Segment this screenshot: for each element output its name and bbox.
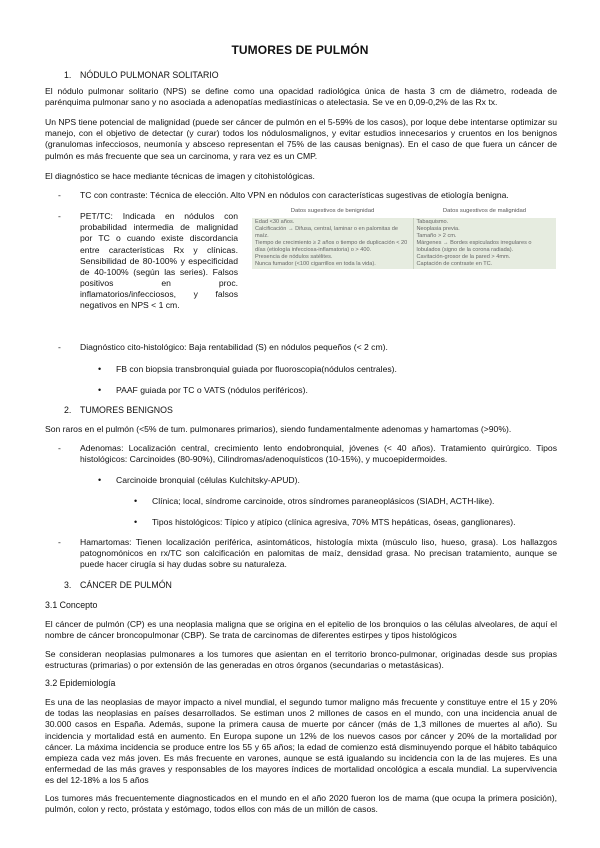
section-2-title: TUMORES BENIGNOS <box>80 405 173 415</box>
benign-item: Nunca fumador (<100 cigarrillos en toda la vida). <box>255 261 376 268</box>
benign-item: Presencia de nódulos satélites. <box>255 254 333 261</box>
benign-item: Edad <30 años. <box>255 219 295 226</box>
subsection-concepto: 3.1 Concepto <box>45 600 98 610</box>
malignancy-item: Cavitación-grosor de la pared > 4mm. <box>416 254 511 261</box>
bullet-adenomas: - Adenomas: Localización central, crecimiento lento endobronquial, jóvenes (< 40 años). Tratamiento quirúrgico. Tipos histológicos: Carcinoides (80-90%), Cilindromas/adenoquísticos (10-15%), y mucoepidermoides. <box>80 443 557 465</box>
document-title: TUMORES DE PULMÓN <box>231 43 369 57</box>
section-1-number: 1. <box>64 70 72 80</box>
malignancy-criteria-cell <box>413 218 556 269</box>
bullet-carcinoide: • Carcinoide bronquial (células Kulchitsky-APUD). <box>116 475 556 486</box>
bullet-tipos-histologicos: • Tipos histológicos: Típico y atípico (clínica agresiva, 70% MTS hepáticas, óseas, ganglionares). <box>152 517 557 528</box>
bullet-clinica: • Clínica; local, síndrome carcinoide, otros síndromes paraneoplásicos (SIADH, ACTH-like). <box>152 496 557 507</box>
paragraph-nps-definition: El nódulo pulmonar solitario (NPS) se define como una opacidad radiológica única de hasta 3 cm de diámetro, rodeada de parénquima pulmonar sano y no asociada a adenopatías mediastínicas o atelectasia. Se ve en 0,09-0,2% de las Rx tx. <box>45 86 557 108</box>
malignancy-item: Tamaño > 2 cm. <box>416 233 457 240</box>
paragraph-nps-malignancy: Un NPS tiene potencial de malignidad (puede ser cáncer de pulmón en el 5-59% de los casos), por loque debe intentarse optimizar su manejo, con el objetivo de detectar (y curar) todos los nódulosmalignos, y evitar estudios innecesarios y cruentos en los benignos (granulomas infecciosos, neumonía y absceso representan el 75% de las causas benignas). En el caso de que fuera un cáncer de pulmón es más frecuente que sea un carcinoma, y rara vez es un CMP. <box>45 117 557 161</box>
benign-header: Datos sugestivos de benignidad <box>252 206 413 218</box>
bullet-pet-tc: - PET/TC: Indicada en nódulos con probabilidad intermedia de malignidad por TC o cuando existe discordancia entre características Rx y clínicas. Sensibilidad de 80-100% y especificidad de 40-100% (según las series). Falsos positivos en proc. inflamatorios/infecciosos, y falsos negativos en NPS < 1 cm. <box>80 211 238 312</box>
section-2-number: 2. <box>64 405 72 415</box>
bullet-hamartomas: - Hamartomas: Tienen localización periférica, asintomáticos, histología mixta (músculo liso, hueso, grasa). Los hallazgos patognomónicos en rx/TC son calcificación en palomitas de maíz, densidad grasa. No precisan tratamiento, aunque se puede hacer cirugía si hay dudas sobre su naturaleza. <box>80 537 557 571</box>
bullet-paaf: • PAAF guiada por TC o VATS (nódulos periféricos). <box>116 385 556 396</box>
paragraph-neoplasias: Se consideran neoplasias pulmonares a los tumores que asientan en el territorio bronco-pulmonar, originadas desde sus propias estructuras (primarias) o por extensión de las generadas en otros órganos (secundarias o metastásicas). <box>45 649 557 671</box>
subsection-epidemiologia: 3.2 Epidemiología <box>45 678 116 688</box>
bullet-fb-biopsia: • FB con biopsia transbronquial guiada por fluoroscopia(nódulos centrales). <box>116 364 556 375</box>
section-3-title: CÁNCER DE PULMÓN <box>80 580 172 590</box>
malignancy-item: Márgenes → Bordes espiculados irregulares o lobulados (signo de la corona radiada). <box>416 240 532 254</box>
malignancy-header: Datos sugestivos de malignidad <box>413 206 556 218</box>
paragraph-concepto: El cáncer de pulmón (CP) es una neoplasia maligna que se origina en el epitelio de los bronquios o las células alveolares, de aquí el nombre de cáncer broncopulmonar (CBP). Se trata de carcinomas de diferentes estirpes y tipos histológicos <box>45 619 557 641</box>
benign-item: Tiempo de crecimiento ≥ 2 años o tiempo de duplicación < 20 días (etiología infecciosa-inflamatoria) o > 400. <box>255 240 408 254</box>
malignancy-item: Captación de contraste en TC. <box>416 261 493 268</box>
malignancy-item: Tabaquismo. <box>416 219 449 226</box>
section-1-title: NÓDULO PULMONAR SOLITARIO <box>80 70 219 80</box>
nodule-criteria-table <box>252 206 556 269</box>
malignancy-item: Neoplasia previa. <box>416 226 460 233</box>
paragraph-diagnosis: El diagnóstico se hace mediante técnicas de imagen y citohistológicas. <box>45 171 315 181</box>
paragraph-epidemiologia: Es una de las neoplasias de mayor impacto a nivel mundial, el segundo tumor maligno más frecuente y constituye entre el 15 y 20% de todas las neoplasias en países desarrollados. Se estiman unos 2 millones de casos en el mundo, con una incidencia anual de 30.000 casos en España. Además, supone la primera causa de muerte por cáncer (más de 1,3 millones de muertes al año). Su incidencia y mortalidad está en aumento. En Europa supone un 12% de los nuevos casos por cáncer y 20% de la mortalidad por cáncer. La máxima incidencia se produce entre los 55 y 65 años; la edad de comienzo está disminuyendo porque el hábito tabáquico empieza cada vez más joven. Es más frecuente en varones, aunque se está igualando su incidencia con la de las mujeres. Es una enfermedad de las más graves y responsables de los mayores índices de mortalidad oncológica a escala mundial. La supervivencia es del 12-18% a los 5 años <box>45 697 557 786</box>
benign-item: Calcificación → Difusa, central, laminar o en palomitas de maíz. <box>255 226 399 240</box>
bullet-cito-histologico: - Diagnóstico cito-histológico: Baja rentabilidad (S) en nódulos pequeños (< 2 cm). <box>80 342 560 353</box>
benign-criteria-cell <box>252 218 413 269</box>
paragraph-benign-intro: Son raros en el pulmón (<5% de tum. pulmonares primarios), siendo fundamentalmente adenomas y hamartomas (>90%). <box>45 424 512 434</box>
section-3-number: 3. <box>64 580 72 590</box>
bullet-tc-contraste: - TC con contraste: Técnica de elección. Alto VPN en nódulos con características sugestivas de etiología benigna. <box>80 190 560 201</box>
paragraph-tumores-frecuentes: Los tumores más frecuentemente diagnosticados en el mundo en el año 2020 fueron los de mama (que ocupa la primera posición), pulmón, colon y recto, próstata y estómago, todos ellos con más de un millón de casos. <box>45 793 557 815</box>
